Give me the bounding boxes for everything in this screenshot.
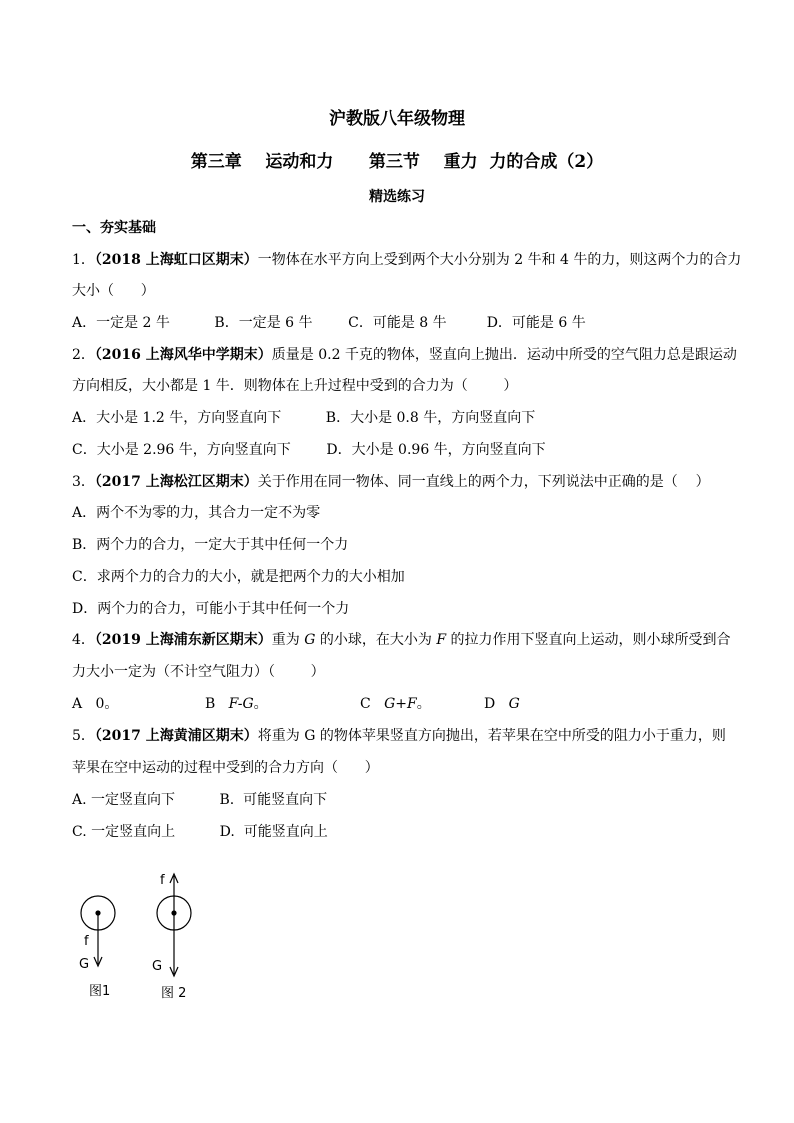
- q4-number: 4．: [72, 632, 95, 648]
- chapter-subtitle: 第三章 运动和力 第三节 重力 力的合成（2）: [190, 152, 604, 172]
- q2-text-a: 质量是 0.2 千克的物体，竖直向上抛出．运动中所受的空气阻力总是跟运动: [271, 347, 737, 363]
- figure-1-caption: 图1: [89, 984, 111, 999]
- q5-number: 5．: [72, 728, 95, 744]
- q4-option-b-letter: B: [205, 696, 229, 712]
- q4-text-a1: 重为: [271, 632, 305, 648]
- q4-line-1: [72, 630, 730, 650]
- figure-1-label-f: f: [84, 934, 89, 949]
- q2-line-1: [72, 345, 737, 365]
- section-label: 精选练习: [369, 189, 425, 205]
- q2-source: （2016 上海风华中学期末）: [94, 347, 272, 363]
- q1-text-a: 一物体在水平方向上受到两个大小分别为 2 牛和 4 牛的力，则这两个力的合力: [257, 252, 742, 268]
- q4-option-d-letter: D: [484, 696, 509, 712]
- q4-option-a: A 0。: [72, 696, 119, 712]
- figure-2-label-f: f: [160, 873, 165, 888]
- q1-number: 1．: [72, 252, 95, 268]
- q5-line-2: 苹果在空中运动的过程中受到的合力方向（ ）: [72, 760, 379, 776]
- q2-options-ab: A．大小是 1.2 牛，方向竖直向下 B．大小是 0.8 牛，方向竖直向下: [72, 410, 536, 426]
- q1-options: A．一定是 2 牛 B．一定是 6 牛 C．可能是 8 牛 D．可能是 6 牛: [72, 315, 586, 331]
- figure-2: [152, 873, 191, 1001]
- document-title: 沪教版八年级物理: [329, 109, 465, 129]
- q3-option-b: B．两个力的合力，一定大于其中任何一个力: [72, 537, 349, 553]
- figure-2-caption: 图 2: [161, 986, 187, 1001]
- q4-option-c-end: 。: [416, 696, 431, 712]
- q3-source: （2017 上海松江区期末）: [94, 474, 258, 490]
- q5-options-cd: C. 一定竖直向上 D. 可能竖直向上: [72, 824, 328, 840]
- q3-option-d: D．两个力的合力，可能小于其中任何一个力: [72, 601, 350, 617]
- q4-line-2: 力大小一定为（不计空气阻力）（ ）: [72, 664, 325, 680]
- q4-option-c-letter: C: [360, 696, 385, 712]
- q1-line-1: [72, 250, 741, 270]
- figure-1-label-g: G: [79, 957, 90, 972]
- q4-option-b: [205, 694, 268, 714]
- part-heading: 一、夯实基础: [72, 220, 156, 236]
- q2-line-2: 方向相反，大小都是 1 牛．则物体在上升过程中受到的合力为（ ）: [72, 378, 518, 394]
- q4-option-c-value: G+F: [384, 696, 417, 712]
- q5-line-1: [72, 726, 726, 746]
- q4-text-a2: 的小球，在大小为: [315, 632, 437, 648]
- q4-source: （2019 上海浦东新区期末）: [94, 632, 272, 648]
- figure-1: [79, 896, 115, 999]
- q4-option-b-end: 。: [253, 696, 268, 712]
- q4-text-a3: 的拉力作用下竖直向上运动，则小球所受到合: [446, 632, 731, 648]
- q3-option-a: A．两个不为零的力，其合力一定不为零: [72, 505, 321, 521]
- q4-option-d-value: G: [508, 696, 520, 712]
- q4-option-d: [484, 694, 520, 714]
- q3-line-1: [72, 472, 710, 492]
- q4-symbol-f: F: [436, 632, 447, 648]
- q5-options-ab: A. 一定竖直向下 B. 可能竖直向下: [72, 792, 328, 808]
- q3-option-c: C．求两个力的合力的大小，就是把两个力的大小相加: [72, 569, 405, 585]
- q3-text: 关于作用在同一物体、同一直线上的两个力，下列说法中正确的是（ ）: [257, 474, 710, 490]
- q5-text-a: 将重为 G 的物体苹果竖直方向抛出，若苹果在空中所受的阻力小于重力，则: [257, 728, 726, 744]
- q2-options-cd: C．大小是 2.96 牛，方向竖直向下 D．大小是 0.96 牛，方向竖直向下: [72, 442, 546, 458]
- q2-number: 2．: [72, 347, 95, 363]
- q5-source: （2017 上海黄浦区期末）: [94, 728, 258, 744]
- q4-symbol-g: G: [304, 632, 316, 648]
- q4-option-c: [360, 694, 431, 714]
- force-diagrams: [70, 868, 230, 1008]
- figure-2-label-g: G: [152, 959, 163, 974]
- q4-option-b-value: F-G: [228, 696, 254, 712]
- q1-line-2: 大小（ ）: [72, 283, 155, 299]
- q3-number: 3．: [72, 474, 95, 490]
- q1-source: （2018 上海虹口区期末）: [94, 252, 258, 268]
